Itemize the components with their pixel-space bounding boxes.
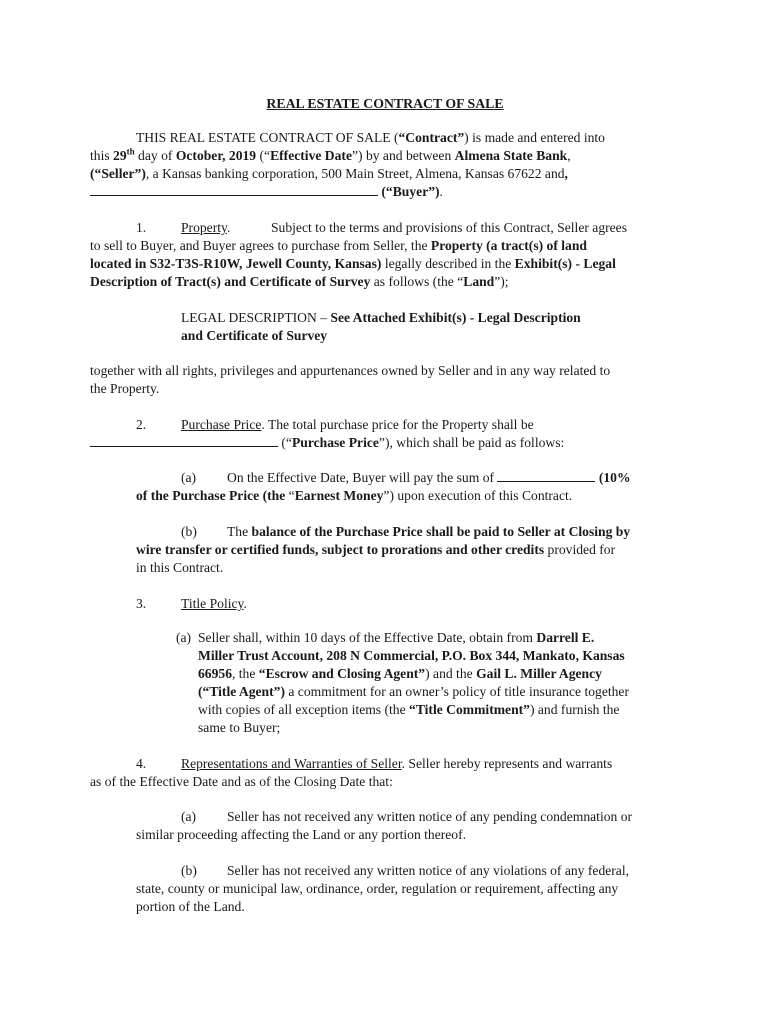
section-2a-label: (a) — [181, 470, 197, 485]
section-3a-label: (a) — [176, 630, 192, 645]
earnest-money-blank[interactable] — [497, 470, 595, 482]
section-2b-line-2: wire transfer or certified funds, subject to prorations and other credits provided for — [136, 542, 616, 557]
section-3a-line-5: with copies of all exception items (the “Title Commitment”) and furnish the — [198, 702, 620, 717]
section-3a-line-2: Miller Trust Account, 208 N Commercial, P.O. Box 344, Mankato, Kansas — [198, 648, 625, 663]
section-4-number: 4. — [136, 756, 147, 771]
section-4b-line-1: Seller has not received any written notice of any violations of any federal, — [227, 863, 630, 878]
section-1-number: 1. — [136, 220, 147, 235]
section-4b-line-2: state, county or municipal law, ordinance, order, regulation or requirement, affecting any — [136, 881, 619, 896]
section-2-number: 2. — [136, 417, 147, 432]
buyer-name-blank[interactable] — [90, 184, 378, 196]
section-3a-line-6: same to Buyer; — [198, 720, 281, 735]
section-4a-line-2: similar proceeding affecting the Land or any portion thereof. — [136, 827, 467, 842]
section-2a-line-2: of the Purchase Price (the “Earnest Money”) upon execution of this Contract. — [136, 488, 573, 503]
section-2-line-1: Purchase Price. The total purchase price for the Property shall be — [181, 417, 534, 432]
section-3a-line-4: (“Title Agent”) a commitment for an owner’s policy of title insurance together — [198, 684, 629, 699]
section-3-number: 3. — [136, 596, 147, 611]
section-4-line-2: as of the Effective Date and as of the Closing Date that: — [90, 774, 393, 789]
section-2b-label: (b) — [181, 524, 197, 539]
section-2b-line-3: in this Contract. — [136, 560, 224, 575]
legal-description-line-2: and Certificate of Survey — [181, 328, 328, 343]
section-2-line-2: (“Purchase Price”), which shall be paid as follows: — [90, 434, 564, 452]
appurtenances-line-1: together with all rights, privileges and appurtenances owned by Seller and in any way related to — [90, 363, 611, 378]
intro-line-3: (“Seller”), a Kansas banking corporation, 500 Main Street, Almena, Kansas 67622 and, — [90, 166, 568, 181]
section-1-line-4: Description of Tract(s) and Certificate of Survey as follows (the “Land”); — [90, 274, 509, 289]
section-2a-line-1: On the Effective Date, Buyer will pay the sum of (10% — [227, 470, 631, 485]
section-4b-label: (b) — [181, 863, 197, 878]
section-4a-label: (a) — [181, 809, 197, 824]
section-1-heading: Property. — [181, 220, 231, 235]
intro-line-1: THIS REAL ESTATE CONTRACT OF SALE (“Contract”) is made and entered into — [136, 130, 605, 145]
document-title: REAL ESTATE CONTRACT OF SALE — [266, 96, 504, 111]
section-3a-line-3: 66956, the “Escrow and Closing Agent”) and the Gail L. Miller Agency — [198, 666, 602, 681]
section-4a-line-1: Seller has not received any written notice of any pending condemnation or — [227, 809, 633, 824]
intro-line-2: this 29th day of October, 2019 (“Effective Date”) by and between Almena State Bank, — [90, 146, 571, 163]
section-2b-line-1: The balance of the Purchase Price shall be paid to Seller at Closing by — [227, 524, 631, 539]
legal-description-line-1: LEGAL DESCRIPTION – See Attached Exhibit(s) - Legal Description — [181, 310, 581, 325]
section-1-line-1: Subject to the terms and provisions of this Contract, Seller agrees — [271, 220, 628, 235]
section-3-heading: Title Policy. — [181, 596, 247, 611]
section-4-line-1: Representations and Warranties of Seller. Seller hereby represents and warrants — [181, 756, 613, 771]
purchase-price-blank[interactable] — [90, 435, 278, 447]
section-4b-line-3: portion of the Land. — [136, 899, 245, 914]
intro-line-4: (“Buyer”). — [90, 183, 443, 201]
appurtenances-line-2: the Property. — [90, 381, 160, 396]
section-3a-line-1: Seller shall, within 10 days of the Effective Date, obtain from Darrell E. — [198, 630, 595, 645]
section-1-line-3: located in S32-T3S-R10W, Jewell County, Kansas) legally described in the Exhibit(s) - Legal — [90, 256, 616, 271]
section-1-line-2: to sell to Buyer, and Buyer agrees to purchase from Seller, the Property (a tract(s) of land — [90, 238, 587, 253]
